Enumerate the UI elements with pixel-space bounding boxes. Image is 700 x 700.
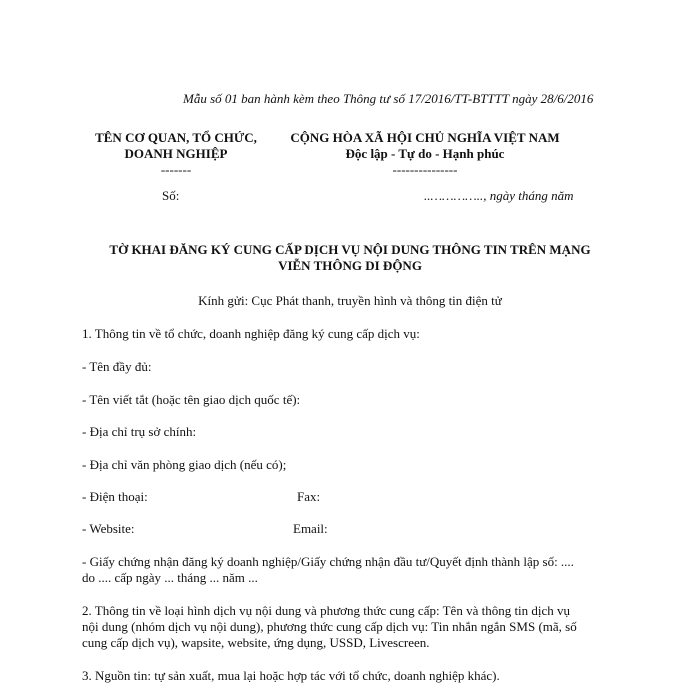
motto: Độc lập - Tự do - Hạnh phúc	[345, 146, 505, 161]
field-office-address: - Địa chỉ văn phòng giao dịch (nếu có);	[82, 457, 287, 472]
field-website: - Website:	[82, 521, 135, 536]
section-3-line1: 3. Nguồn tin: tự sản xuất, mua lại hoặc hợp tác với tổ chức, doanh nghiệp khác).	[82, 668, 500, 683]
place-date-line: ..………….., ngày tháng năm	[424, 188, 574, 203]
field-certificate-line2: do .... cấp ngày ... tháng ... năm ...	[82, 570, 258, 585]
organization-block	[76, 130, 276, 162]
document-title	[50, 242, 650, 274]
organization-divider: -------	[160, 162, 192, 177]
document-title-line1: TỜ KHAI ĐĂNG KÝ CUNG CẤP DỊCH VỤ NỘI DUNG THÔNG TIN TRÊN MẠNG	[109, 242, 591, 257]
field-phone: - Điện thoại:	[82, 489, 148, 504]
document-title-line2: VIỄN THÔNG DI ĐỘNG	[278, 258, 422, 273]
section-1-heading: 1. Thông tin về tổ chức, doanh nghiệp đăng ký cung cấp dịch vụ:	[82, 326, 420, 341]
motto-divider: ---------------	[392, 162, 458, 177]
field-short-name: - Tên viết tắt (hoặc tên giao dịch quốc tế):	[82, 392, 301, 407]
section-2-line1: 2. Thông tin về loại hình dịch vụ nội dung và phương thức cung cấp: Tên và thông tin dịch vụ	[82, 603, 571, 618]
field-fax: Fax:	[297, 489, 321, 504]
form-note: Mẫu số 01 ban hành kèm theo Thông tư số 17/2016/TT-BTTTT ngày 28/6/2016	[183, 91, 594, 106]
country-name: CỘNG HÒA XÃ HỘI CHỦ NGHĨA VIỆT NAM	[290, 130, 560, 145]
section-2-line3: cung cấp dịch vụ), wapsite, website, ứng dụng, USSD, Livescreen.	[82, 635, 430, 650]
organization-name-line1: TÊN CƠ QUAN, TỔ CHỨC,	[95, 130, 257, 145]
field-email: Email:	[293, 521, 328, 536]
section-2-line2: nội dung (nhóm dịch vụ nội dung), phương thức cung cấp dịch vụ: Tin nhắn ngắn SMS (mã, số	[82, 619, 577, 634]
recipient-line: Kính gửi: Cục Phát thanh, truyền hình và thông tin điện tử	[198, 293, 502, 308]
national-motto-block	[275, 130, 575, 162]
field-full-name: - Tên đầy đủ:	[82, 359, 152, 374]
organization-name-line2: DOANH NGHIỆP	[124, 146, 228, 161]
document-number-label: Số:	[162, 188, 180, 203]
field-certificate-line1: - Giấy chứng nhận đăng ký doanh nghiệp/Giấy chứng nhận đầu tư/Quyết định thành lập số: ....	[82, 554, 574, 569]
field-head-office: - Địa chỉ trụ sở chính:	[82, 424, 197, 439]
